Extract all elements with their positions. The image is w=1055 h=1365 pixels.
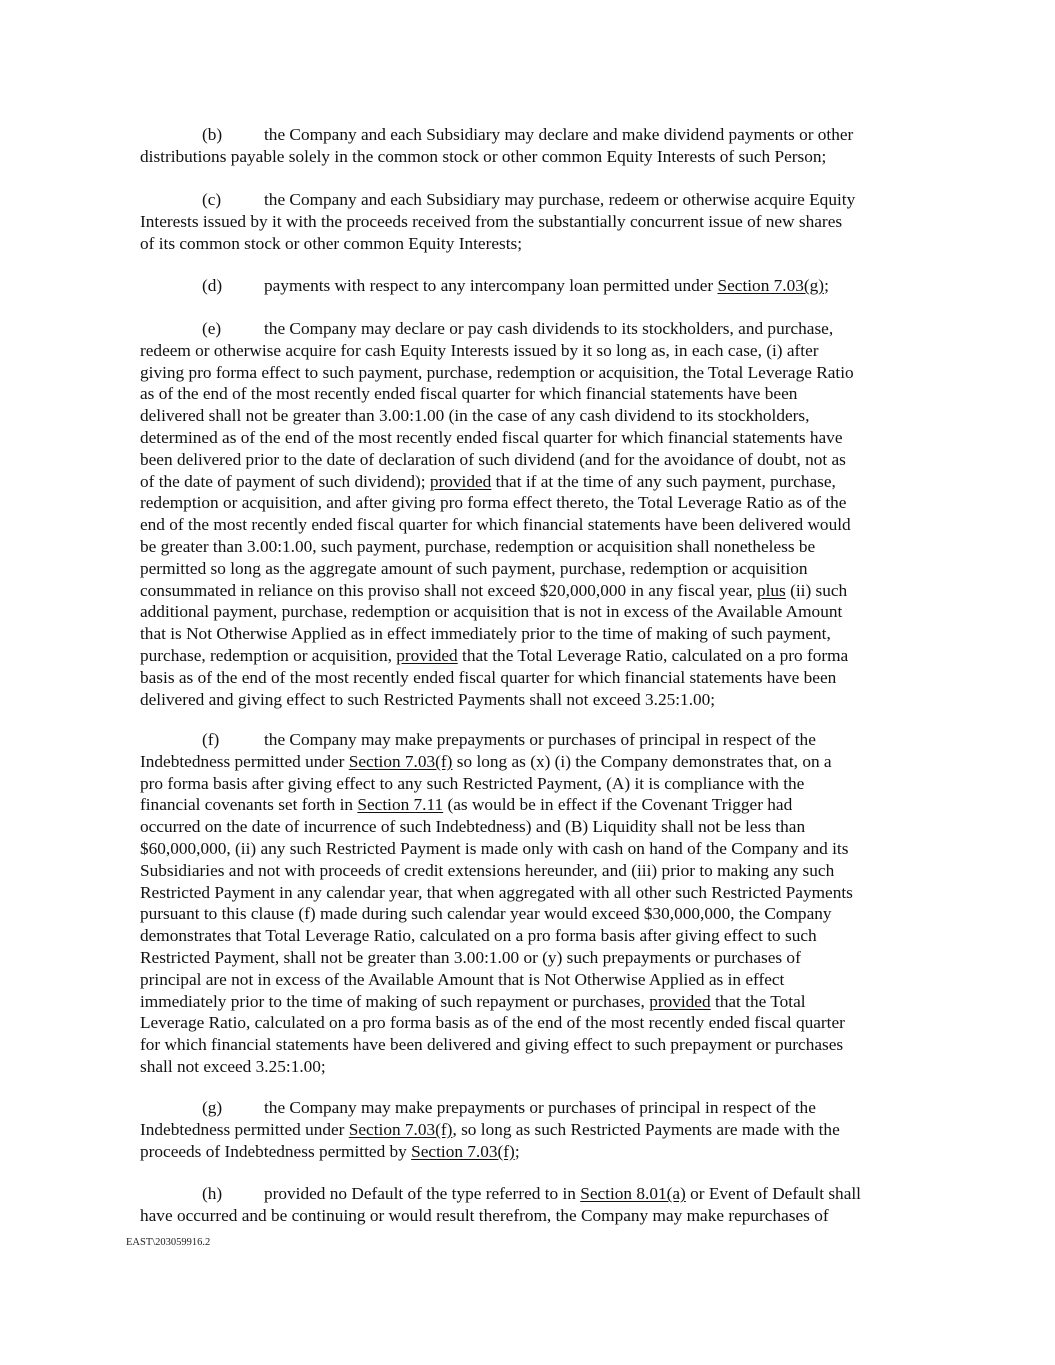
paragraph-f: (f) the Company may make prepayments or purchases of principal in respect of the Indebtedness permitted under Section 7.03(f) so long as (x) (i) the Company demonstrates that, on a pro forma basis after giving effect to any such Restricted Payment, (A) it is compliance with the financial covenants set forth in Section 7.11 (as would be in effect if the Covenant Trigger had occurred on the date of incurrence of such Indebtedness) and (B) Liquidity shall not be less than $60,000,000, (ii) any such Restricted Payment is made only with cash on hand of the Company and its Subsidiaries and not with proceeds of credit extensions hereunder, and (iii) prior to making any such Restricted Payment in any calendar year, that when aggregated with all other such Restricted Payments pursuant to this clause (f) made during such calendar year would exceed $30,000,000, the Company demonstrates that Total Leverage Ratio, calculated on a pro forma basis after giving effect to such Restricted Payment, shall not be greater than 3.00:1.00 or (y) such prepayments or purchases of principal are not in excess of the Available Amount that is Not Otherwise Applied as in effect immediately prior to the time of making of such repayment or purchases, provided that the Total Leverage Ratio, calculated on a pro forma basis as of the end of the most recently ended fiscal quarter for which financial statements have been delivered and giving effect to such prepayment or purchases shall not exceed 3.25:1.00; xyxy=(140,730,853,1076)
paragraph-h: (h) provided no Default of the type referred to in Section 8.01(a) or Event of Default shall have occurred and be continuing or would result therefrom, the Company may make repurchases of xyxy=(140,1184,861,1225)
provided-term: provided xyxy=(429,471,492,491)
clause-label: (e) xyxy=(202,319,222,338)
clause-label: (h) xyxy=(202,1184,223,1203)
section-reference-link: Section 7.11 xyxy=(357,795,444,815)
paragraph-b: (b) the Company and each Subsidiary may declare and make dividend payments or other distributions payable solely in the common stock or other common Equity Interests of such Person; xyxy=(140,125,854,166)
provided-term: provided xyxy=(396,645,458,665)
paragraph-d: (d) payments with respect to any intercompany loan permitted under Section 7.03(g); xyxy=(202,276,829,295)
paragraph-g: (g) the Company may make prepayments or purchases of principal in respect of the Indebtedness permitted under Section 7.03(f), so long as such Restricted Payments are made with the proceeds of Indebtedness permitted by Section 7.03(f); xyxy=(140,1098,840,1161)
plus-term: plus xyxy=(756,580,786,600)
section-reference-link: Section 7.03(f) xyxy=(348,751,453,771)
paragraph-c: (c) the Company and each Subsidiary may purchase, redeem or otherwise acquire Equity Interests issued by it with the proceeds received from the substantially concurrent issue of new shares of its common stock or other common Equity Interests; xyxy=(140,190,856,253)
clause-label: (c) xyxy=(202,190,222,209)
section-reference-link: Section 7.03(f) xyxy=(411,1141,515,1161)
provided-term: provided xyxy=(649,991,711,1011)
section-reference-link: Section 8.01(a) xyxy=(580,1184,686,1203)
clause-label: (b) xyxy=(202,125,223,144)
clause-label: (f) xyxy=(202,730,220,749)
paragraph-e: (e) the Company may declare or pay cash dividends to its stockholders, and purchase, redeem or otherwise acquire for cash Equity Interests issued by it so long as, in each case, (i) after giving pro forma effect to such payment, purchase, redemption or acquisition, the Total Leverage Ratio as of the end of the most recently ended fiscal quarter for which financial statements have been delivered shall not be greater than 3.00:1.00 (in the case of any cash dividend to its stockholders, determined as of the end of the most recently ended fiscal quarter for which financial statements have been delivered prior to the date of declaration of such dividend (and for the avoidance of doubt, not as of the date of payment of such dividend); provided that if at the time of any such payment, purchase, redemption or acquisition, and after giving pro forma effect thereto, the Total Leverage Ratio as of the end of the most recently ended fiscal quarter for which financial statements have been delivered would be greater than 3.00:1.00, such payment, purchase, redemption or acquisition shall nonetheless be permitted so long as the aggregate amount of such payment, purchase, redemption or acquisition consummated in reliance on this proviso shall not exceed $20,000,000 in any fiscal year, plus (ii) such additional payment, purchase, redemption or acquisition that is not in excess of the Available Amount that is Not Otherwise Applied as in effect immediately prior to the time of making of such payment, purchase, redemption or acquisition, provided that the Total Leverage Ratio, calculated on a pro forma basis as of the end of the most recently ended fiscal quarter for which financial statements have been delivered and giving effect to such Restricted Payments shall not exceed 3.25:1.00; xyxy=(140,319,854,709)
clause-label: (g) xyxy=(202,1098,223,1117)
clause-label: (d) xyxy=(202,276,223,295)
section-reference-link: Section 7.03(g) xyxy=(717,276,825,295)
document-id-footer: EAST\203059916.2 xyxy=(126,1237,211,1248)
section-reference-link: Section 7.03(f) xyxy=(348,1119,453,1139)
